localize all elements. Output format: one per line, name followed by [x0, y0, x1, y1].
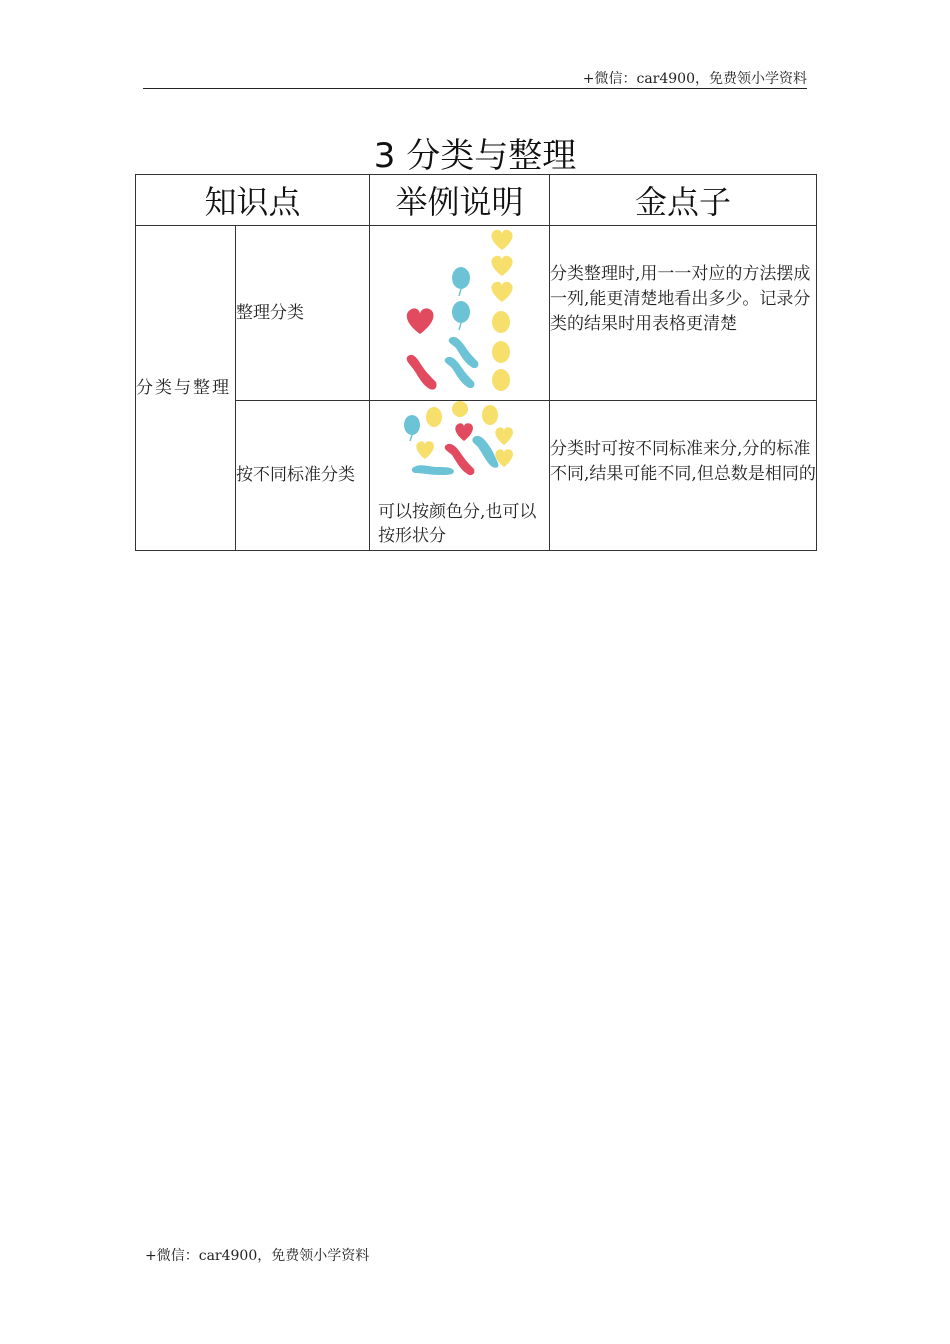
topic-standards: 按不同标准分类 — [236, 401, 370, 551]
heart-balloon-icon — [416, 441, 434, 459]
knowledge-table — [135, 174, 817, 551]
document-title: 3 分类与整理 — [373, 136, 577, 176]
round-balloon-icon — [492, 311, 510, 333]
heart-balloon-icon — [491, 230, 512, 250]
long-balloon-icon — [472, 436, 498, 468]
round-balloon-icon — [426, 407, 442, 427]
round-balloon-icon — [404, 415, 420, 435]
heart-balloon-icon — [495, 427, 513, 445]
header-example: 举例说明 — [370, 175, 550, 226]
example-caption: 可以按颜色分,也可以按形状分 — [378, 502, 537, 546]
heart-balloon-icon — [491, 256, 512, 276]
heart-balloon-icon — [491, 282, 512, 302]
header-tips: 金点子 — [550, 175, 817, 226]
header-note: +微信：car4900，免费领小学资料 — [582, 71, 807, 87]
round-balloon-icon — [492, 369, 510, 391]
tip-text: 分类时可按不同标准来分,分的标准不同,结果可能不同,但总数是相同的 — [550, 439, 816, 484]
round-balloon-icon — [452, 301, 470, 323]
topic-sorting: 整理分类 — [236, 226, 370, 401]
header-rule — [143, 88, 807, 89]
example-sorting — [370, 226, 550, 401]
header-knowledge: 知识点 — [136, 175, 370, 226]
balloon-columns-illustration — [370, 226, 548, 400]
round-balloon-icon — [492, 341, 510, 363]
red-column — [407, 308, 437, 389]
blue-column — [445, 267, 479, 388]
long-balloon-icon — [412, 465, 454, 475]
table-row — [136, 226, 817, 401]
footer-note: +微信：car4900，免费领小学资料 — [145, 1248, 370, 1264]
round-balloon-icon — [482, 405, 498, 425]
table-row — [136, 401, 817, 551]
mixed-balloons-illustration — [370, 401, 548, 483]
tip-standards — [550, 401, 817, 551]
round-balloon-icon — [452, 401, 468, 417]
example-standards — [370, 401, 550, 551]
heart-balloon-icon — [407, 308, 434, 334]
tip-sorting — [550, 226, 817, 401]
table-header-row — [136, 175, 817, 226]
round-balloon-icon — [452, 267, 470, 289]
long-balloon-icon — [407, 355, 437, 390]
yellow-column — [491, 230, 512, 391]
group-label: 分类与整理 — [136, 226, 236, 551]
tip-text: 分类整理时,用一一对应的方法摆成一列,能更清楚地看出多少。记录分类的结果时用表格更清楚 — [550, 264, 811, 334]
heart-balloon-icon — [455, 423, 473, 441]
